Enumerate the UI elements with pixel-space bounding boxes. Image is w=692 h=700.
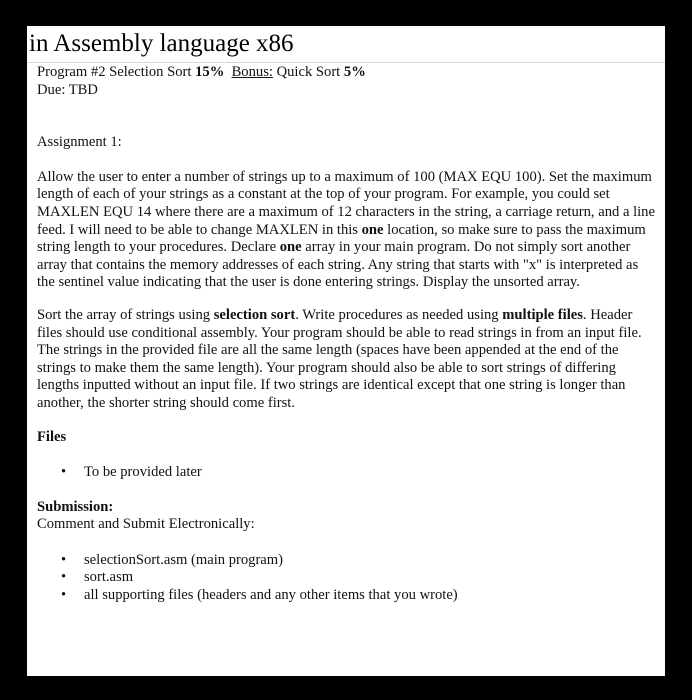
- title-divider: [27, 62, 665, 63]
- list-item-text: selectionSort.asm (main program): [84, 551, 283, 568]
- paragraph-2-part-a: Sort the array of strings using: [37, 306, 214, 323]
- page-title: in Assembly language x86: [29, 30, 294, 57]
- program-line: [37, 64, 659, 82]
- paragraph-2-part-c: . Header files should use conditional assembly. Your program should be able to read strings in from an input file. The strings in the provided file are all the same length (spaces have been appended at the end of the strings to make them the same length). Your program should also be able to sort strings of differing lengths inputted without an input file. If two strings are identical except that one string is longer than another, the shorter string should come first.: [37, 306, 642, 411]
- list-item-text: To be provided later: [84, 464, 202, 481]
- list-item: [37, 464, 659, 482]
- paragraph-1-part-b: location, so make sure to pass the maximum string length to your procedures. Declare: [37, 221, 646, 256]
- list-item: [37, 552, 659, 570]
- due-date: Due: TBD: [37, 81, 98, 98]
- submission-instruction: Comment and Submit Electronically:: [37, 516, 255, 533]
- assignment-paragraph-1: [37, 169, 659, 292]
- program-percent: 15%: [195, 64, 225, 80]
- paragraph-2-selection-sort: selection sort: [213, 306, 296, 323]
- list-item-text: all supporting files (headers and any other items that you wrote): [84, 587, 458, 604]
- bullet-icon: •: [61, 464, 67, 481]
- list-item: [37, 569, 659, 587]
- list-item: [37, 587, 659, 605]
- files-heading: Files: [37, 428, 67, 445]
- paragraph-1-part-a: Allow the user to enter a number of strings up to a maximum of 100 (MAX EQU 100). Set the maximum length of each of your strings as a constant at the top of your program. For example, you could set MAXLEN EQU 14 where there are a maximum of 12 characters in the string, a carriage return, and a line feed. I will need to be able to change MAXLEN in this: [37, 168, 655, 238]
- assignment-heading: Assignment 1:: [37, 134, 122, 151]
- bullet-icon: •: [61, 569, 67, 586]
- bonus-percent: 5%: [343, 64, 366, 80]
- paragraph-1-emphasis-one: one: [361, 221, 384, 238]
- bonus-label: Bonus:: [231, 64, 273, 80]
- submission-list: [37, 552, 659, 605]
- submission-heading: Submission:: [37, 498, 114, 515]
- files-list: [37, 464, 659, 482]
- document-body: [37, 64, 659, 605]
- assignment-paragraph-2: [37, 307, 659, 413]
- list-item-text: sort.asm: [84, 569, 134, 586]
- paragraph-1-part-c: array in your main program. Do not simply sort another array that contains the memory addresses of each string. Any string that starts with "x" is interpreted as the sentinel value indicating that the user is done entering strings. Display the unsorted array.: [37, 239, 639, 291]
- program-prefix: Program #2 Selection Sort: [37, 64, 196, 80]
- document-page: [27, 26, 665, 676]
- bullet-icon: •: [61, 551, 67, 568]
- paragraph-1-emphasis-one-array: one: [279, 239, 302, 256]
- paragraph-2-multiple-files: multiple files: [502, 306, 583, 323]
- paragraph-2-part-b: . Write procedures as needed using: [295, 306, 503, 323]
- bullet-icon: •: [61, 587, 67, 604]
- bonus-text: Quick Sort: [272, 64, 344, 80]
